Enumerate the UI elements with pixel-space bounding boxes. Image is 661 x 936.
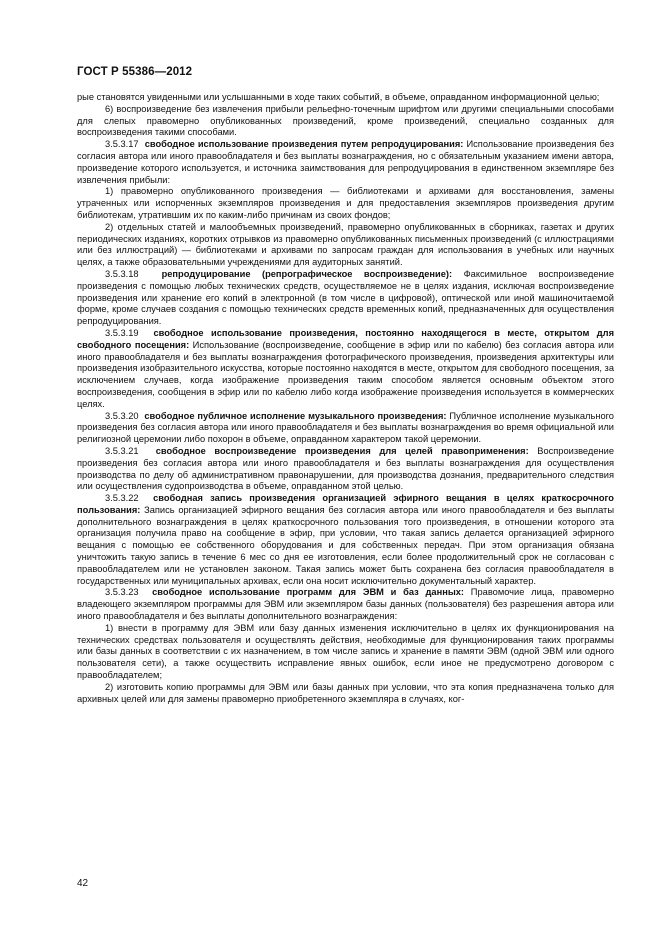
term-number: 3.5.3.18	[105, 268, 139, 279]
term-paragraph-3-5-3-18	[77, 269, 614, 328]
paragraph	[77, 222, 614, 269]
page-number: 42	[77, 878, 89, 889]
document-body	[77, 92, 614, 705]
paragraph-text: 2) изготовить копию программы для ЭВМ или базы данных при условии, что эта копия предназначена только для архивных целей или для замены правомерно приобретенного экземпляра в случаях, ког-	[77, 681, 614, 704]
document-header: ГОСТ Р 55386—2012	[77, 66, 193, 78]
paragraph	[77, 104, 614, 139]
paragraph-text: 2) отдельных статей и малообъемных произведений, правомерно опубликованных в сборниках, газетах и других периодических изданиях, коротких отрывков из правомерно опубликованных письменных произведений (с иллюстрациями или без иллюстраций) — библиотеками и архивами по запросам граждан для использования в учебных или научных целях, а также образовательными учреждениями для аудиторных занятий.	[77, 221, 614, 268]
term-number: 3.5.3.19	[105, 327, 139, 338]
paragraph	[77, 623, 614, 682]
term-title: свободное использование программ для ЭВМ и баз данных:	[152, 587, 465, 598]
paragraph-text: 6) воспроизведение без извлечения прибыли рельефно-точечным шрифтом или другими специальными способами для слепых правомерно опубликованных произведений, кроме произведений, специально созданных для воспроизведения такими способами.	[77, 103, 614, 138]
term-number: 3.5.3.20	[105, 410, 139, 421]
term-paragraph-3-5-3-19	[77, 328, 614, 411]
term-number: 3.5.3.21	[105, 445, 139, 456]
term-definition: Запись организацией эфирного вещания без согласия автора или иного правообладателя и без выплаты дополнительного вознаграждения в целях краткосрочного пользования того произведения, в отношении которого эта организация получила право на сообщение в эфир, при условии, что такая запись делается организацией эфирного вещания с помощью ее собственного оборудования и для собственных передач. При этом организация обязана уничтожить такую запись в течение 6 мес со дня ее изготовления, если более продолжительный срок не согласован с правообладателем или не установлен законом. Такая запись может быть сохранена без согласия правообладателя в государственных или муниципальных архивах, если она носит исключительно документальный характер.	[77, 504, 614, 586]
term-title: свободное публичное исполнение музыкального произведения:	[144, 410, 447, 421]
paragraph-text: 1) внести в программу для ЭВМ или базу данных изменения исключительно в целях их функционирования на технических средствах пользователя и осуществлять действия, необходимые для функционирования таких программы или базы данных в соответствии с их назначением, в том числе запись и хранение в памяти ЭВМ (одной ЭВМ или одного пользователя сети), а также осуществить исправление явных ошибок, если иное не предусмотрено договором с правообладателем;	[77, 622, 614, 681]
term-title: репродуцирование (репрографическое воспроизведение):	[161, 268, 453, 279]
term-definition: Использование произведения без согласия автора или иного правообладателя и без выплаты вознаграждения, но с обязательным указанием имени автора, произведение которого используется, и источника заимствования для репродуцирования в единственном экземпляре без извлечения прибыли:	[77, 139, 614, 185]
term-paragraph-3-5-3-23	[77, 587, 614, 622]
paragraph	[77, 186, 614, 221]
term-paragraph-3-5-3-20	[77, 411, 614, 446]
term-definition: Правомочие лица, правомерно владеющего экземпляром программы для ЭВМ или экземпляром базы данных (пользователя) без разрешения автора или иного правообладателя и без выплаты дополнительного вознаграждения:	[77, 587, 615, 622]
term-definition: Факсимильное воспроизведение произведения с помощью любых технических средств, осуществляемое не в целях издания, исключая воспроизведение произведения или хранение его копий в электронной (в том числе в цифровой), оптической или иной машиночитаемой форме, кроме случаев создания с помощью технических средств временных копий, предназначенных для осуществления репродуцирования.	[77, 268, 615, 327]
term-title: свободное использование произведения, постоянно находящегося в месте, открытом для свободного посещения:	[77, 327, 615, 350]
term-paragraph-3-5-3-17	[77, 139, 614, 186]
term-title: свободная запись произведения организацией эфирного вещания в целях краткосрочного пользования:	[77, 493, 614, 515]
term-paragraph-3-5-3-22	[77, 493, 614, 587]
paragraph-text: 1) правомерно опубликованного произведения — библиотеками и архивами для восстановления, замены утраченных или испорченных экземпляров произведения и для предоставления экземпляров произведения другим библиотекам, утратившим их по каким-либо причинам из своих фондов;	[77, 186, 614, 220]
term-definition: Воспроизведение произведения без согласия автора или иного правообладателя и без выплаты вознаграждения для осуществления производства по делу об административном правонарушении, для производства дознания, предварительного следствия или осуществления судопроизводства в объеме, оправданном этой целью.	[77, 445, 614, 492]
paragraph	[77, 92, 614, 104]
term-definition: Использование (воспроизведение, сообщение в эфир или по кабелю) без согласия автора или иного правообладателя и без выплаты вознаграждения фотографического произведения, произведения архитектуры или произведения изобразительного искусства, которые постоянно находятся в месте, открытом для свободного посещения, за исключением случаев, когда изображение произведения таким способом является основным объектом этого воспроизведения, сообщения в эфир или по кабелю либо когда изображение произведения используется в коммерческих целях.	[77, 339, 614, 409]
term-paragraph-3-5-3-21	[77, 446, 614, 493]
term-number: 3.5.3.17	[105, 139, 139, 150]
paragraph	[77, 682, 614, 706]
term-number: 3.5.3.22	[105, 493, 139, 504]
term-definition: Публичное исполнение музыкального произведения без согласия автора или иного правообладателя и без выплаты вознаграждения во время официальной или религиозной церемонии либо похорон в объеме, оправданном характером такой церемонии.	[77, 410, 614, 445]
paragraph-text: рые становятся увиденными или услышанными в ходе таких событий, в объеме, оправданном информационной целью;	[77, 92, 600, 102]
term-title: свободное воспроизведение произведения для целей правоприменения:	[155, 445, 529, 456]
term-number: 3.5.3.23	[105, 587, 139, 598]
term-title: свободное использование произведения путем репродуцирования:	[144, 139, 464, 150]
